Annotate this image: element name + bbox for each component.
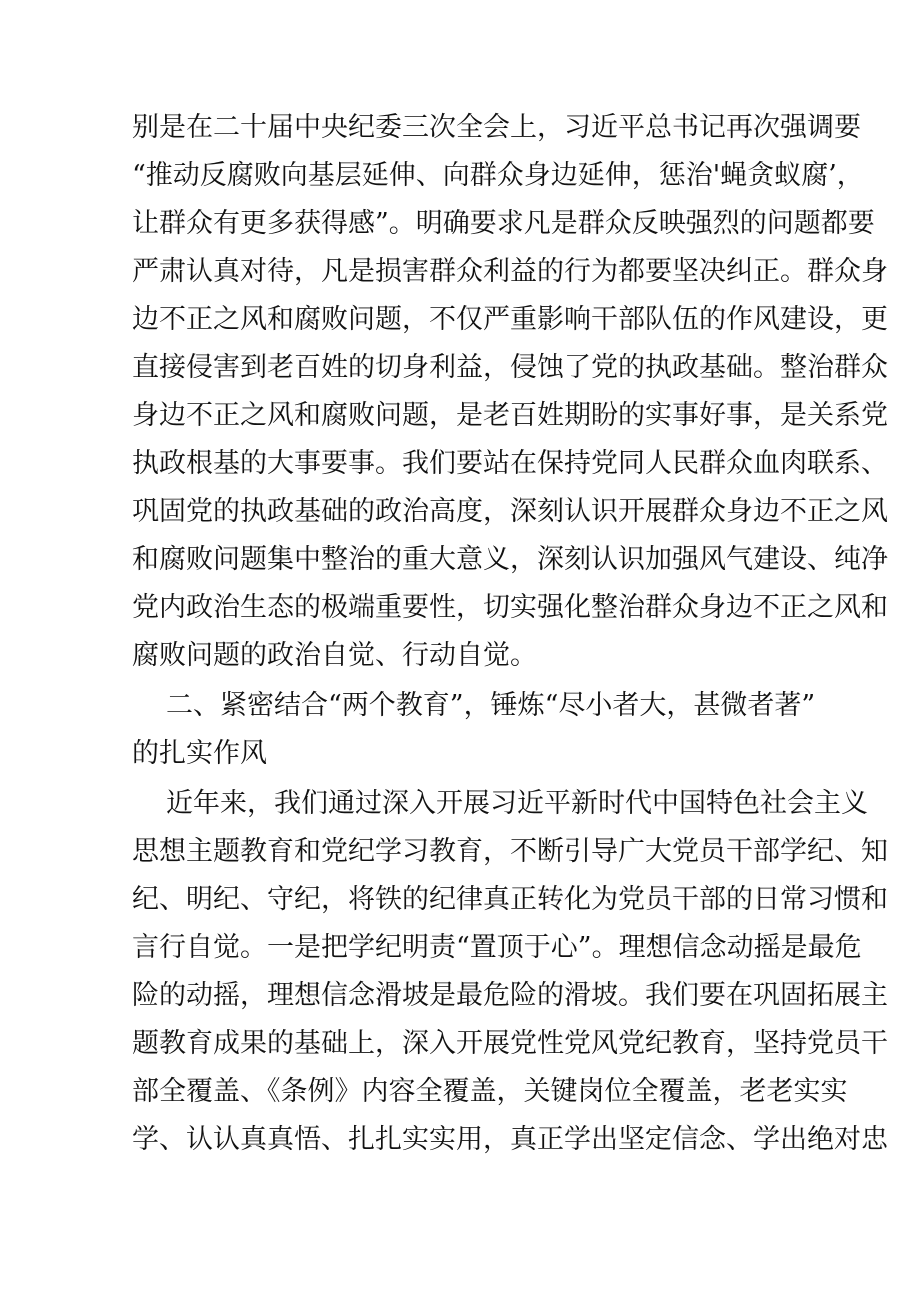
paragraph-1-line-9: 巩固党的执政基础的政治高度，深刻认识开展群众身边不正之风 [132,496,888,527]
paragraph-2-line-1: 近年来，我们通过深入开展习近平新时代中国特色社会主义 [166,788,868,819]
paragraph-1-line-6: 直接侵害到老百姓的切身利益，侵蚀了党的执政基础。整治群众 [132,352,888,383]
paragraph-1-line-5: 边不正之风和腐败问题，不仅严重影响干部队伍的作风建设，更 [132,304,888,335]
paragraph-1-line-11: 党内政治生态的极端重要性，切实强化整治群众身边不正之风和 [132,592,888,623]
paragraph-1-line-10: 和腐败问题集中整治的重大意义，深刻认识加强风气建设、纯净 [132,544,888,575]
section-heading-line-1: 二、紧密结合“两个教育”，锤炼“尽小者大，甚微者著” [166,690,816,721]
paragraph-1-line-2: “推动反腐败向基层延伸、向群众身边延伸，惩治'蝇贪蚁腐’， [132,160,864,191]
paragraph-2-line-3: 纪、明纪、守纪，将铁的纪律真正转化为党员干部的日常习惯和 [132,884,888,915]
paragraph-2-line-4: 言行自觉。一是把学纪明责“置顶于心”。理想信念动摇是最危 [132,932,862,963]
paragraph-1-line-1: 别是在二十届中央纪委三次全会上，习近平总书记再次强调要 [132,112,861,143]
paragraph-2-line-8: 学、认认真真悟、扎扎实实用，真正学出坚定信念、学出绝对忠 [132,1124,888,1155]
paragraph-2-line-5: 险的动摇，理想信念滑坡是最危险的滑坡。我们要在巩固拓展主 [132,980,888,1011]
paragraph-1-line-4: 严肃认真对待，凡是损害群众利益的行为都要坚决纠正。群众身 [132,256,888,287]
paragraph-2-line-7: 部全覆盖、《条例》内容全覆盖，关键岗位全覆盖，老老实实 [132,1076,848,1107]
paragraph-2-line-2: 思想主题教育和党纪学习教育，不断引导广大党员干部学纪、知 [132,836,888,867]
paragraph-1-line-7: 身边不正之风和腐败问题，是老百姓期盼的实事好事，是关系党 [132,400,888,431]
section-heading-line-2: 的扎实作风 [132,738,267,769]
paragraph-1-line-12: 腐败问题的政治自觉、行动自觉。 [132,640,537,671]
paragraph-1-line-8: 执政根基的大事要事。我们要站在保持党同人民群众血肉联系、 [132,448,888,479]
paragraph-2-line-6: 题教育成果的基础上，深入开展党性党风党纪教育，坚持党员干 [132,1028,888,1059]
paragraph-1-line-3: 让群众有更多获得感”。明确要求凡是群众反映强烈的问题都要 [132,208,875,239]
